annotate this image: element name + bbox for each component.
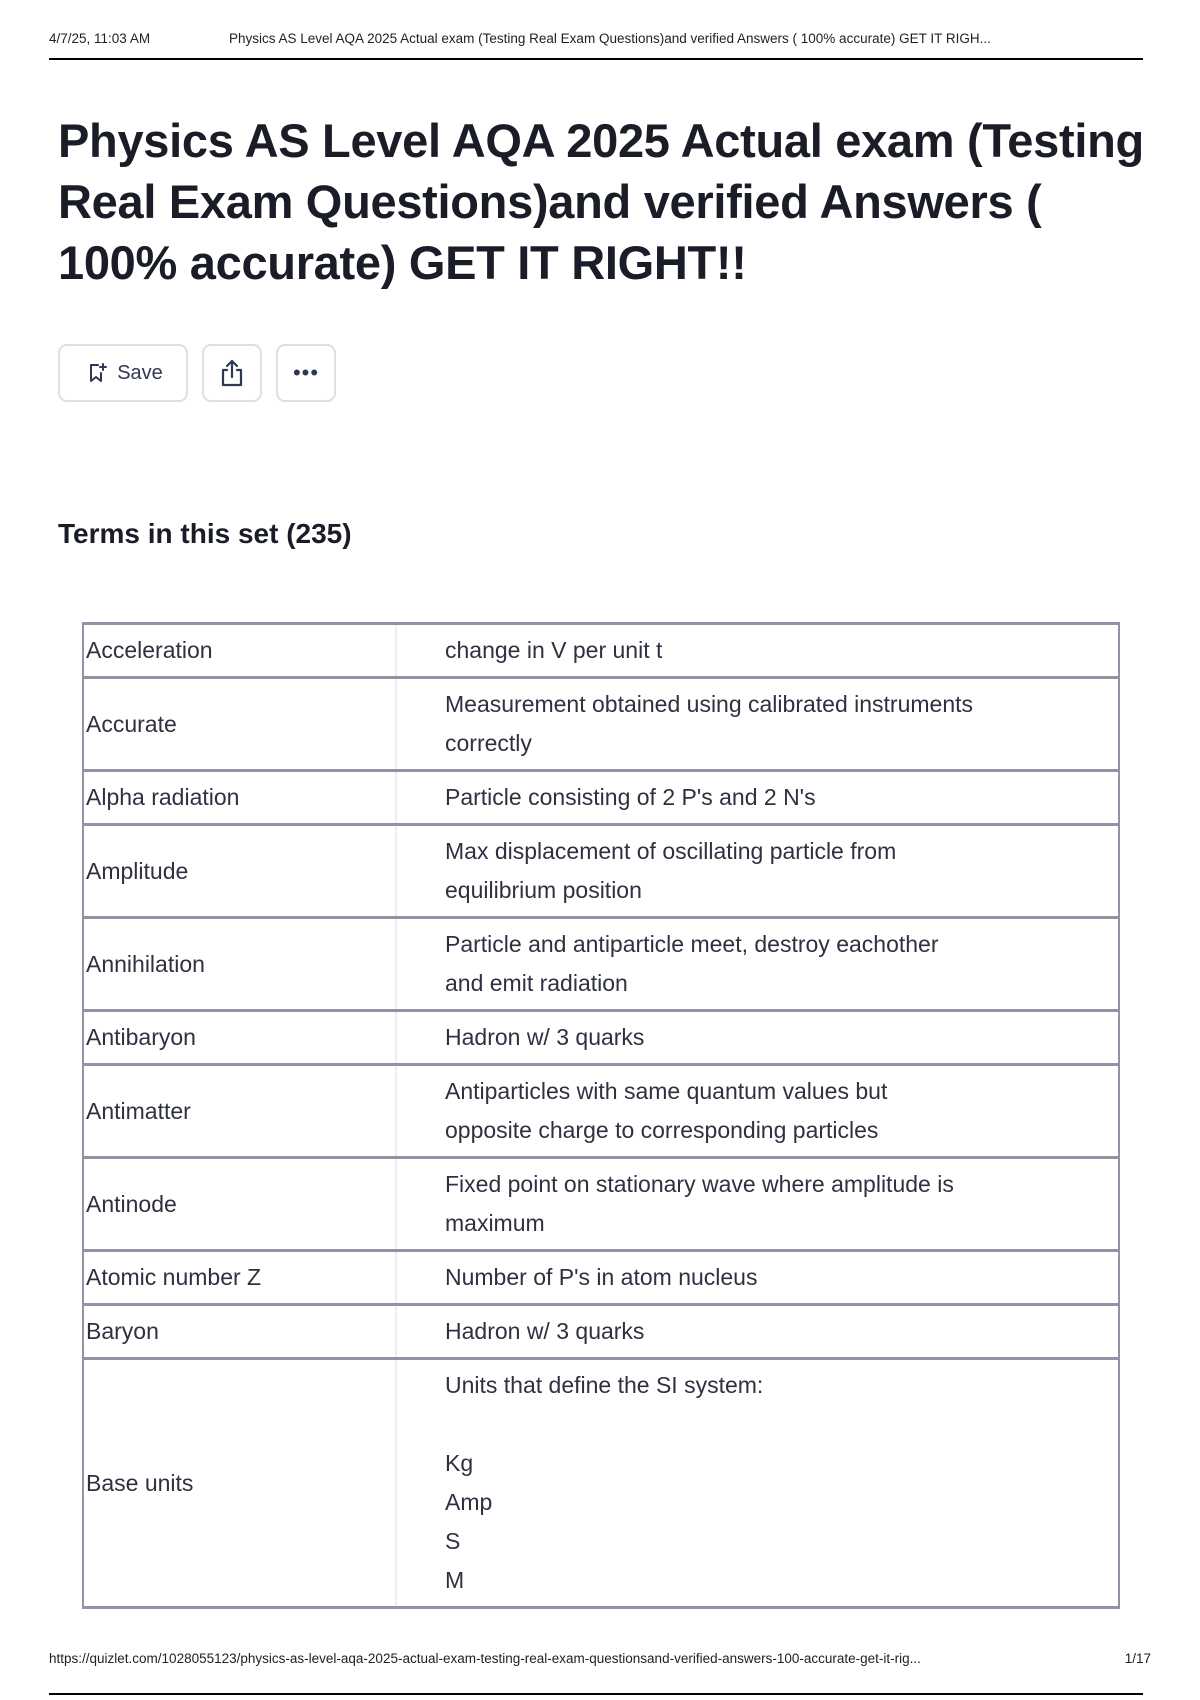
term-cell: Antimatter — [83, 1065, 396, 1158]
term-row — [83, 1359, 1119, 1608]
more-options-button[interactable] — [276, 344, 336, 402]
more-icon: ••• — [292, 360, 320, 385]
definition-line: Particle consisting of 2 P's and 2 N's — [445, 784, 816, 810]
definition-line: Measurement obtained using calibrated instruments — [445, 691, 974, 717]
definition-cell — [396, 1011, 1119, 1065]
definition-line: Fixed point on stationary wave where amplitude is — [445, 1171, 954, 1197]
term-cell: Accurate — [83, 678, 396, 771]
page-title: Physics AS Level AQA 2025 Actual exam (Testing Real Exam Questions)and verified Answers ( 100% accurate) GET IT RIGHT!! — [58, 114, 1144, 289]
term-row — [83, 825, 1119, 918]
term-cell: Atomic number Z — [83, 1251, 396, 1305]
definition-line: M — [445, 1567, 465, 1593]
definition-line: change in V per unit t — [445, 637, 663, 663]
definition-line: correctly — [445, 730, 532, 756]
definition-cell — [396, 825, 1119, 918]
terms-heading: Terms in this set (235) — [58, 518, 352, 549]
definition-cell — [396, 678, 1119, 771]
definition-cell — [396, 1065, 1119, 1158]
definition-cell — [396, 1251, 1119, 1305]
definition-cell — [396, 918, 1119, 1011]
definition-line: S — [445, 1528, 461, 1554]
action-bar — [58, 344, 336, 404]
definition-line: equilibrium position — [445, 877, 642, 903]
term-cell: Amplitude — [83, 825, 396, 918]
print-header — [49, 30, 1143, 60]
print-document-title: Physics AS Level AQA 2025 Actual exam (Testing Real Exam Questions)and verified Answers ( 100% accurate) GET IT RIGH... — [229, 31, 991, 46]
definition-line: Antiparticles with same quantum values but — [445, 1078, 888, 1104]
definition-cell — [396, 1305, 1119, 1359]
term-cell: Base units — [83, 1359, 396, 1608]
definition-line: Particle and antiparticle meet, destroy eachother — [445, 931, 939, 957]
term-cell: Acceleration — [83, 624, 396, 678]
term-cell: Antibaryon — [83, 1011, 396, 1065]
term-cell: Antinode — [83, 1158, 396, 1251]
term-row — [83, 918, 1119, 1011]
page-number: 1/17 — [1124, 1651, 1151, 1666]
definition-line: opposite charge to corresponding particles — [445, 1117, 879, 1143]
term-row — [83, 1065, 1119, 1158]
share-icon — [218, 358, 246, 388]
definition-line: Max displacement of oscillating particle from — [445, 838, 897, 864]
definition-line: and emit radiation — [445, 970, 628, 996]
save-button[interactable] — [58, 344, 188, 402]
term-row — [83, 1305, 1119, 1359]
definition-line: Amp — [445, 1489, 493, 1515]
term-row — [83, 1158, 1119, 1251]
share-button[interactable] — [202, 344, 262, 402]
definition-line: Kg — [445, 1450, 474, 1476]
footer-rule — [49, 1693, 1143, 1695]
definition-line — [445, 1405, 1102, 1444]
print-footer — [49, 1640, 1151, 1696]
definition-cell — [396, 1158, 1119, 1251]
term-row — [83, 1251, 1119, 1305]
term-row — [83, 771, 1119, 825]
term-row — [83, 1011, 1119, 1065]
terms-table — [82, 622, 1120, 1609]
save-button-label: Save — [117, 361, 163, 384]
term-row — [83, 678, 1119, 771]
definition-cell — [396, 771, 1119, 825]
definition-line: Hadron w/ 3 quarks — [445, 1024, 645, 1050]
print-url: https://quizlet.com/1028055123/physics-as-level-aqa-2025-actual-exam-testing-real-exam-questionsand-verified-answers-100-accurate-get-it-rig... — [49, 1651, 921, 1666]
bookmark-plus-icon — [87, 362, 107, 384]
definition-line: Units that define the SI system: — [445, 1372, 764, 1398]
definition-line: Hadron w/ 3 quarks — [445, 1318, 645, 1344]
term-cell: Alpha radiation — [83, 771, 396, 825]
definition-cell — [396, 624, 1119, 678]
print-date: 4/7/25, 11:03 AM — [49, 31, 151, 46]
definition-cell — [396, 1359, 1119, 1608]
term-row — [83, 624, 1119, 678]
definition-line: maximum — [445, 1210, 545, 1236]
term-cell: Baryon — [83, 1305, 396, 1359]
definition-line: Number of P's in atom nucleus — [445, 1264, 758, 1290]
term-cell: Annihilation — [83, 918, 396, 1011]
